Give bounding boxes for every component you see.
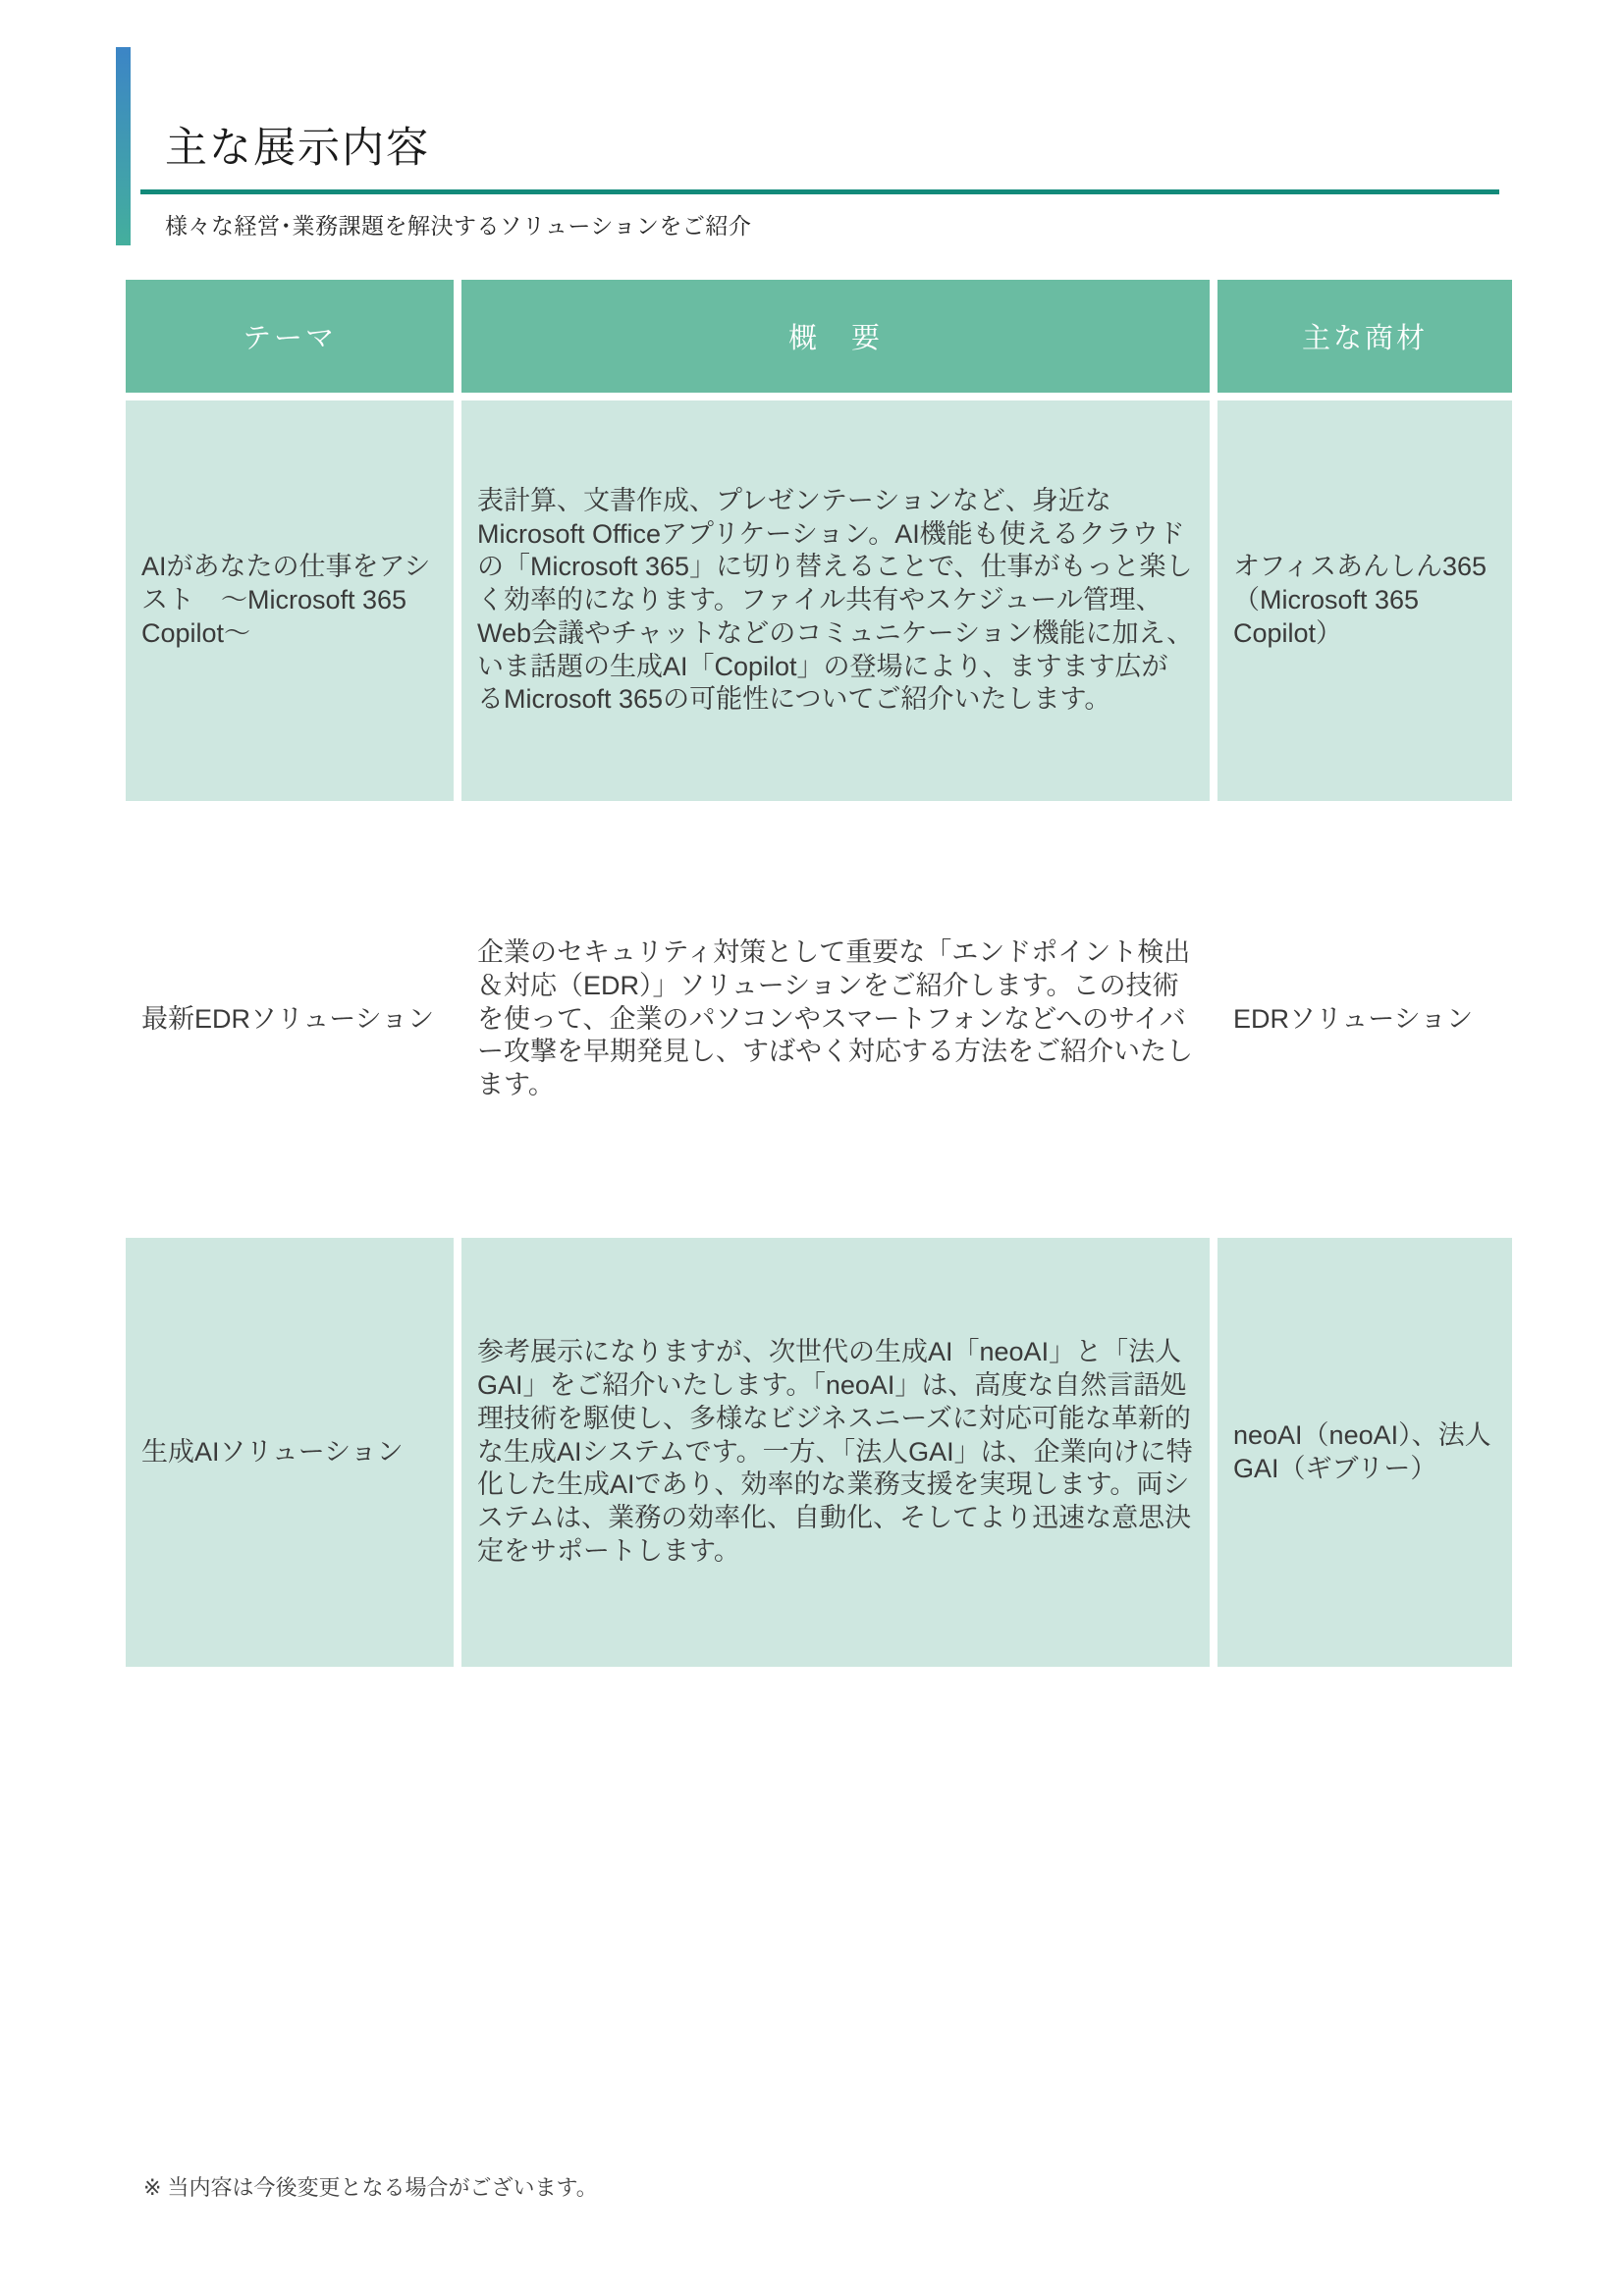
row2-summary-cell	[461, 809, 1210, 1230]
row1-summary-text: 表計算、文書作成、プレゼンテーションなど、身近なMicrosoft Officeアプリケーション。AI機能も使えるクラウドの「Microsoft 365」に切り替えることで、仕事がもっと楽しく効率的になります。ファイル共有やスケジュール管理、Web会議やチャットなどのコミュニケーション機能に加え、いま話題の生成AI「Copilot」の登場により、ますます広がるMicrosoft 365の可能性についてご紹介いたします。	[477, 485, 1194, 715]
row1-products-text: オフィスあんしん365（Microsoft 365 Copilot）	[1233, 552, 1488, 648]
page-subtitle: 様々な経営･業務課題を解決するソリューションをご紹介	[165, 213, 752, 239]
row1-theme-text: AIがあなたの仕事をアシスト ～Microsoft 365 Copilot～	[141, 552, 431, 648]
header-cell-theme: テーマ	[126, 280, 454, 393]
footnote: ※ 当内容は今後変更となる場合がございます。	[143, 2175, 598, 2200]
row3-theme-text: 生成AIソリューション	[141, 1436, 404, 1467]
exhibit-table	[126, 280, 1512, 1667]
row3-theme-cell	[126, 1238, 454, 1667]
row2-theme-text: 最新EDRソリューション	[141, 1003, 435, 1034]
page-title: 主な展示内容	[165, 125, 430, 172]
title-accent-bar	[116, 47, 131, 245]
row2-products-cell	[1217, 809, 1512, 1230]
row3-products-cell	[1217, 1238, 1512, 1667]
row2-summary-text: 企業のセキュリティ対策として重要な「エンドポイント検出＆対応（EDR）」ソリューションをご紹介します。この技術を使って、企業のパソコンやスマートフォンなどへのサイバー攻撃を早期発見し、すばやく対応する方法をご紹介いたします。	[477, 937, 1193, 1100]
row1-products-cell	[1217, 400, 1512, 801]
row2-theme-cell	[126, 809, 454, 1230]
row2-products-text: EDRソリューション	[1233, 1003, 1474, 1034]
header-cell-products: 主な商材	[1217, 280, 1512, 393]
title-underline	[140, 189, 1499, 194]
row3-summary-text: 参考展示になりますが、次世代の生成AI「neoAI」と「法人GAI」をご紹介いたします。「neoAI」は、高度な自然言語処理技術を駆使し、多様なビジネスニーズに対応可能な革新的な生成AIシステムです。一方、「法人GAI」は、企業向けに特化した生成AIであり、効率的な業務支援を実現します。両システムは、業務の効率化、自動化、そしてより迅速な意思決定をサポートします。	[477, 1337, 1193, 1566]
row3-summary-cell	[461, 1238, 1210, 1667]
row3-products-text: neoAI（neoAI）、法人GAI（ギブリー）	[1233, 1419, 1491, 1483]
row1-theme-cell	[126, 400, 454, 801]
row1-summary-cell	[461, 400, 1210, 801]
header-cell-summary: 概 要	[461, 280, 1210, 393]
